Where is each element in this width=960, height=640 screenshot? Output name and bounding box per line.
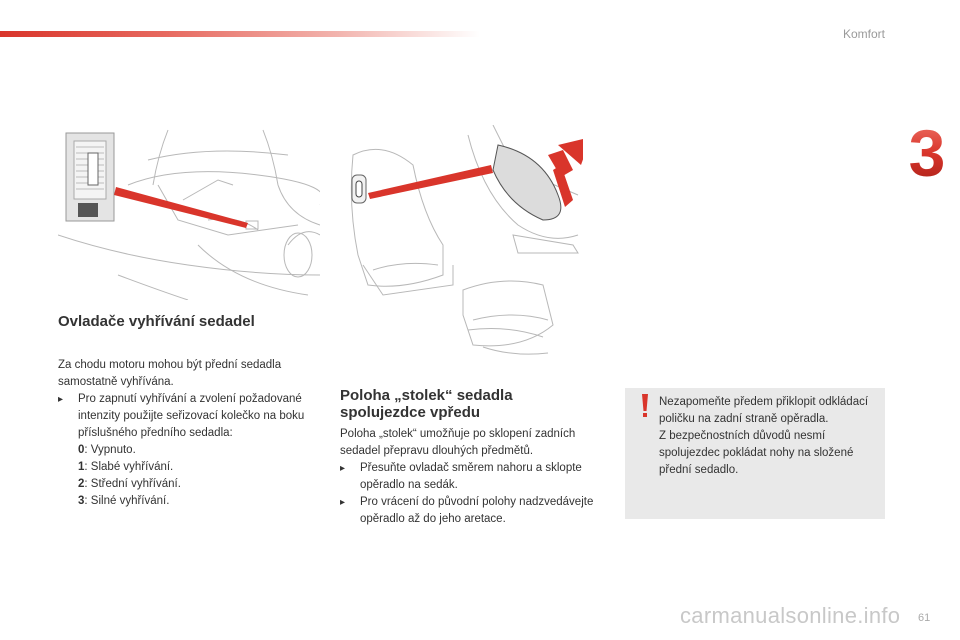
heating-level-3: [58, 493, 328, 510]
table-position-title-line1: Poloha „stolek“ sedadla: [340, 387, 513, 404]
table-position-title: [340, 387, 590, 421]
level-number: 2: [78, 478, 85, 490]
level-number: 1: [78, 461, 85, 473]
table-position-text: [340, 426, 612, 528]
warning-line-1: Nezapomeňte předem přiklopit odkládací poličku na zadní straně opěradla.: [659, 396, 869, 425]
chapter-number-text: 3: [908, 118, 946, 188]
warning-line-2: Z bezpečnostních důvodů nesmí spolujezdec pokládat nohy na složené přední sedadlo.: [659, 430, 854, 476]
heating-title: Ovladače vyhřívání sedadel: [58, 313, 255, 330]
heating-text: [58, 357, 328, 510]
heating-intro: Za chodu motoru mohou být přední sedadla samostatně vyhřívána.: [58, 359, 282, 388]
warning-box: [625, 388, 885, 519]
table-position-bullet-1: [340, 460, 612, 494]
chapter-number: [897, 118, 957, 188]
warning-text: [659, 394, 877, 479]
seat-heating-illustration: [58, 125, 320, 300]
table-position-bullet-2: [340, 494, 612, 528]
bullet-text: Přesuňte ovladač směrem nahoru a sklopte opěradlo na sedák.: [360, 462, 582, 491]
heating-level-2: [58, 476, 328, 493]
arrow-bullet-icon: ▸: [58, 394, 64, 405]
folding-seat-illustration: [343, 125, 583, 365]
heating-bullet: [58, 391, 328, 442]
arrow-bullet-icon: ▸: [340, 463, 346, 474]
level-text: : Slabé vyhřívání.: [84, 461, 174, 473]
table-position-intro: Poloha „stolek“ umožňuje po sklopení zadních sedadel přepravu dlouhých předmětů.: [340, 428, 576, 457]
section-title: Komfort: [842, 27, 885, 41]
exclamation-icon: [635, 392, 655, 420]
heating-level-0: [58, 442, 328, 459]
page-number: 61: [918, 612, 931, 624]
arrow-bullet-icon: ▸: [340, 497, 346, 508]
header-accent-bar: [0, 31, 480, 37]
heating-bullet-text: Pro zapnutí vyhřívání a zvolení požadované intenzity použijte seřizovací kolečko na boku příslušného předního sedadla:: [78, 393, 305, 439]
level-text: : Silné vyhřívání.: [84, 495, 170, 507]
table-position-title-line2: spolujezdce vpředu: [340, 404, 481, 421]
level-number: 3: [78, 495, 85, 507]
level-text: : Vypnuto.: [84, 444, 136, 456]
level-text: : Střední vyhřívání.: [84, 478, 181, 490]
bullet-text: Pro vrácení do původní polohy nadzvedávejte opěradlo až do jeho aretace.: [360, 496, 594, 525]
heating-level-1: [58, 459, 328, 476]
watermark: carmanualsonline.info: [680, 603, 901, 628]
level-number: 0: [78, 444, 85, 456]
